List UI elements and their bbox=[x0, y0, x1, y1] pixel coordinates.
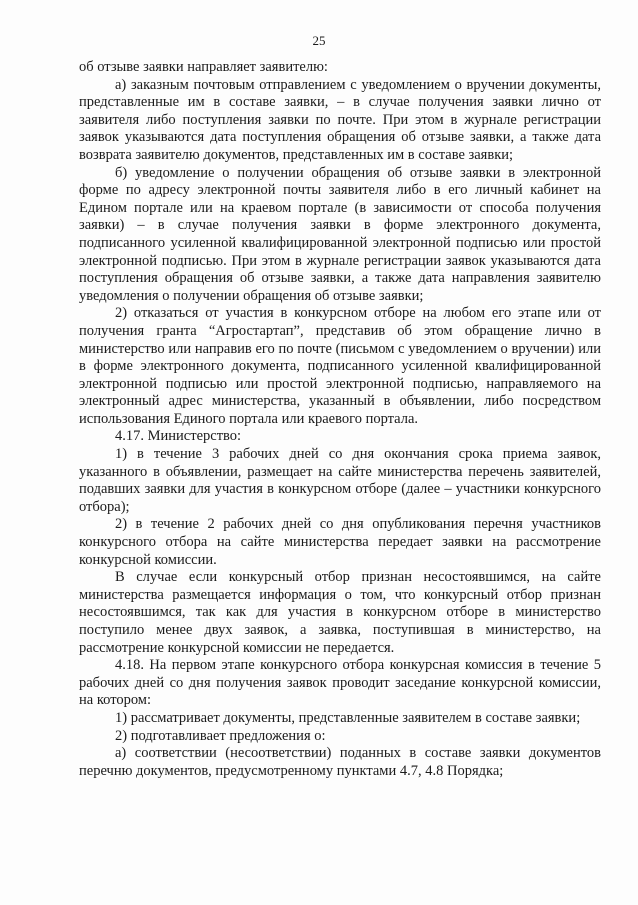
document-body bbox=[79, 59, 601, 780]
page-number: 25 bbox=[312, 33, 326, 48]
paragraph-7: 2) в течение 2 рабочих дней со дня опубликования перечня участников конкурсного отбора на сайте министерства передает заявки на рассмотрение конкурсной комиссии. bbox=[79, 516, 601, 568]
paragraph-10: 1) рассматривает документы, представленные заявителем в составе заявки; bbox=[115, 709, 581, 726]
paragraph-4: 2) отказаться от участия в конкурсном отборе на любом его этапе или от получения гранта “Агростартап”, представив об этом обращение лично в министерство или направив его по почте (письмом с уведомлением о вручении) или в форме электронного документа, подписанного усиленной квалифицированной электронной подписью или простой электронной подписью, направляемого на электронный адрес министерства, указанный в объявлении, либо посредством использования Единого портала или краевого портала. bbox=[79, 305, 601, 427]
paragraph-11: 2) подготавливает предложения о: bbox=[115, 727, 326, 744]
paragraph-2: а) заказным почтовым отправлением с уведомлением о вручении документы, представленные им в составе заявки, – в случае получения заявки лично от заявителя либо поступления заявки по почте. При этом в журнале регистрации заявок указываются дата поступления обращения об отзыве заявки, а также дата возврата заявителю документов, представленных им в составе заявки; bbox=[79, 76, 601, 163]
paragraph-6: 1) в течение 3 рабочих дней со дня окончания срока приема заявок, указанного в объявлении, размещает на сайте министерства перечень заявителей, подавших заявки для участия в конкурсном отборе (далее – участники конкурсного отбора); bbox=[79, 446, 601, 515]
paragraph-8: В случае если конкурсный отбор признан несостоявшимся, на сайте министерства размещается информация о том, что конкурсный отбор признан несостоявшимся, так как для участия в конкурсном отборе в министерство поступило менее двух заявок, а заявка, поступившая в министерство, на рассмотрение конкурсной комиссии не передается. bbox=[79, 569, 601, 656]
paragraph-12: а) соответствии (несоответствии) поданных в составе заявки документов перечню документов, предусмотренному пунктами 4.7, 4.8 Порядка; bbox=[79, 745, 601, 779]
paragraph-1: об отзыве заявки направляет заявителю: bbox=[79, 59, 328, 75]
paragraph-9: 4.18. На первом этапе конкурсного отбора конкурсная комиссия в течение 5 рабочих дней со дня получения заявок проводит заседание конкурсной комиссии, на котором: bbox=[79, 657, 601, 709]
section-heading-4-17: 4.17. Министерство: bbox=[115, 428, 242, 445]
paragraph-3: б) уведомление о получении обращения об отзыве заявки в электронной форме по адресу электронной почты заявителя либо в его личный кабинет на Едином портале или на краевом портале (в зависимости от способа получения заявки) – в случае получения заявки в форме электронного документа, подписанного усиленной квалифицированной электронной подписью или простой электронной подписью. При этом в журнале регистрации заявок указываются дата поступления обращения об отзыве заявки, а также дата направления заявителю уведомления о получении обращения об отзыве заявки; bbox=[79, 164, 601, 304]
